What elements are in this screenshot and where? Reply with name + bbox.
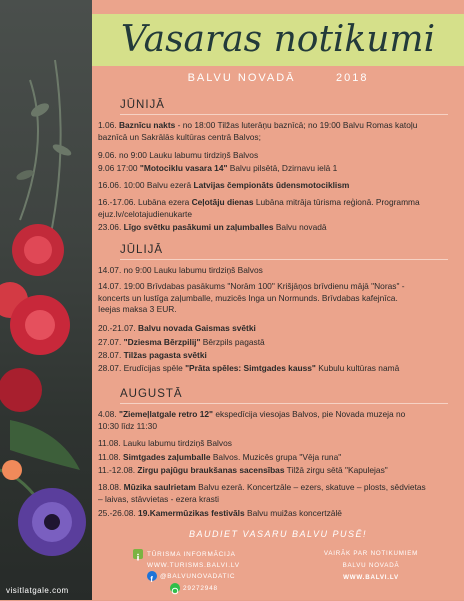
divider xyxy=(120,403,448,404)
event-date: 1.06. xyxy=(98,120,117,130)
svg-text:f: f xyxy=(150,575,153,584)
event-text: Balvu muižas koncertzālē xyxy=(244,508,342,518)
event-item xyxy=(98,163,458,175)
section-june: JŪNIJĀ xyxy=(120,99,165,111)
event-link[interactable]: ejuz.lv/celotajudienukarte xyxy=(98,208,193,219)
event-title: Mūzika saulrietam xyxy=(123,482,196,492)
event-text: 9.06. no 9:00 Lauku labumu tirdziņš Balvos xyxy=(98,150,259,160)
event-date: 16.06. 10:00 Balvu ezerā xyxy=(98,180,194,190)
event-date: 11.08. xyxy=(98,452,123,462)
event-text: Kubulu kultūras namā xyxy=(315,363,400,373)
source-credit: visitlatgale.com xyxy=(6,586,69,595)
event-date: 25.-26.08. xyxy=(98,508,139,518)
event-date: 27.07. xyxy=(98,337,124,347)
event-item xyxy=(98,363,458,375)
event-date: 16.-17.06. Lubāna ezera xyxy=(98,197,192,207)
event-text: 14.07. 19:00 Brīvdabas pasākums "Norām 100" Krišjāņos brīvdienu mājā "Noras" - xyxy=(98,281,405,291)
event-title: Balvu novada Gaismas svētki xyxy=(138,323,256,333)
event-item xyxy=(98,337,458,349)
event-item xyxy=(98,409,458,432)
event-title: 19.Kamermūzikas festivāls xyxy=(138,508,245,518)
facebook-handle[interactable]: @BALVUNOVADATIC xyxy=(160,573,236,580)
event-title: Līgo svētku pasākumi un zaļumballes xyxy=(123,222,274,232)
tourism-site-link[interactable]: WWW.TURISMS.BALVI.LV xyxy=(147,562,240,569)
event-text: Balvu ezerā. Koncertzāle – ezers, skatuve – plosts, sēdvietas xyxy=(195,482,426,492)
event-text: – laivas, stāvvietas - ezera krasti xyxy=(98,493,220,504)
event-text: Lubāna mitrāja tūrisma reģionā. Programma xyxy=(253,197,420,207)
footer-headline: BAUDIET VASARU BALVU PUSĒ! xyxy=(188,529,368,539)
event-item xyxy=(98,508,458,520)
section-july: JŪLIJĀ xyxy=(120,244,164,256)
event-text: Balvos. Muzicēs grupa "Vēja runa" xyxy=(210,452,342,462)
more-events-region: BALVU NOVADĀ xyxy=(342,562,400,569)
event-date: 4.08. xyxy=(98,409,119,419)
divider xyxy=(120,114,448,115)
event-title: Latvijas čempionāts ūdensmotociklism xyxy=(193,180,350,190)
event-title: Baznīcu nakts xyxy=(118,120,176,130)
event-title: Tilžas pagasta svētki xyxy=(123,350,207,360)
event-date: 20.-21.07. xyxy=(98,323,139,333)
event-text: Balvu novadā xyxy=(273,222,327,232)
event-item xyxy=(98,465,458,477)
flower-photo xyxy=(0,0,92,600)
event-item xyxy=(98,281,458,316)
event-date: 11.-12.08. xyxy=(98,465,138,475)
event-text: koncerts un lustīga zaļumballe, muzicēs Inga un Normunds. Brīvdabas kafejnīca. xyxy=(98,292,398,303)
event-text: 10:30 līdz 11:30 xyxy=(98,420,157,431)
subtitle: BALVU NOVADĀ 2018 xyxy=(187,72,369,84)
more-events-label: VAIRĀK PAR NOTIKUMIEM xyxy=(323,550,419,557)
event-text: ekspedīcija viesojas Balvos, pie Novada muzeja no xyxy=(213,409,406,419)
whatsapp-icon xyxy=(170,583,180,593)
event-item xyxy=(98,350,458,362)
event-date: 28.07. Erudīcijas spēle xyxy=(98,363,186,373)
event-title: Ceļotāju dienas xyxy=(191,197,254,207)
event-text: baznīcā un Sakrālās kultūras centrā Balvos; xyxy=(98,131,261,142)
event-title: Zirgu pajūgu braukšanas sacensības xyxy=(137,465,285,475)
event-item xyxy=(98,438,458,450)
event-title: Simtgades zaļumballe xyxy=(123,452,211,462)
event-item xyxy=(98,265,458,277)
facebook-icon[interactable] xyxy=(147,571,157,584)
balvi-site-link[interactable]: WWW.BALVI.LV xyxy=(343,574,399,581)
event-title: "Motociklu vasara 14" xyxy=(139,163,228,173)
event-text: - no 18:00 Tilžas luterāņu baznīcā; no 19:00 Balvu Romas katoļu xyxy=(175,120,418,130)
event-text: 14.07. no 9:00 Lauku labumu tirdziņš Balvos xyxy=(98,265,263,275)
flower-decoration xyxy=(0,0,92,600)
tourism-info-label: TŪRISMA INFORMĀCIJA xyxy=(147,551,236,558)
event-item xyxy=(98,323,458,335)
phone-number: 29272948 xyxy=(183,585,218,592)
event-item xyxy=(98,197,458,220)
event-title: "Dziesma Bērzpilij" xyxy=(123,337,201,347)
event-date: 28.07. xyxy=(98,350,124,360)
event-item xyxy=(98,222,458,234)
section-august: AUGUSTĀ xyxy=(120,388,183,400)
info-icon xyxy=(133,549,143,559)
event-item xyxy=(98,150,458,162)
event-text: Balvu pilsētā, Dzirnavu ielā 1 xyxy=(227,163,338,173)
event-text: Bērzpils pagastā xyxy=(200,337,265,347)
event-text: Tilžā zirgu sētā "Kapulejas" xyxy=(284,465,388,475)
event-text: Ieejas maksa 3 EUR. xyxy=(98,304,177,314)
event-item xyxy=(98,180,458,192)
event-item xyxy=(98,452,458,464)
event-item xyxy=(98,482,458,505)
event-date: 9.06 17:00 xyxy=(98,163,140,173)
event-title: "Prāta spēles: Simtgades kauss" xyxy=(185,363,316,373)
event-text: 11.08. Lauku labumu tirdziņš Balvos xyxy=(98,438,232,448)
divider xyxy=(120,259,448,260)
event-item xyxy=(98,120,458,143)
event-date: 18.08. xyxy=(98,482,124,492)
page-title: Vasaras notikumi xyxy=(120,19,436,60)
event-date: 23.06. xyxy=(98,222,124,232)
event-title: "Ziemeļlatgale retro 12" xyxy=(118,409,214,419)
